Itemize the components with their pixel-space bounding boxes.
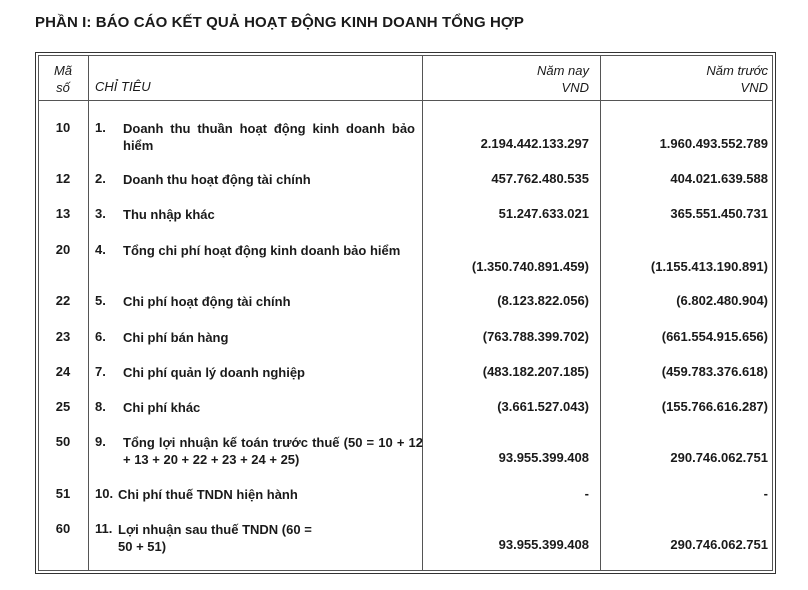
row-code: 51 <box>55 486 71 501</box>
row-label: Thu nhập khác <box>123 207 215 222</box>
row-code: 20 <box>55 242 71 257</box>
row-previous-value: - <box>763 486 768 501</box>
row-number: 4. <box>95 242 106 257</box>
row-current-value: 51.247.633.021 <box>498 206 589 221</box>
row-current-value: (763.788.399.702) <box>482 329 589 344</box>
row-number: 5. <box>95 293 106 308</box>
row-current-value: 93.955.399.408 <box>498 537 589 552</box>
row-current-value: (1.350.740.891.459) <box>471 259 589 274</box>
row-label: Tổng lợi nhuận kế toán trước thuế (50 = 10 + 12 + 13 + 20 + 22 + 23 + 24 + 25) <box>123 435 423 467</box>
header-code <box>38 62 88 96</box>
header-previous-line1: Năm trước <box>706 63 768 78</box>
row-current-value: 2.194.442.133.297 <box>480 136 589 151</box>
row-previous-value: 290.746.062.751 <box>670 537 768 552</box>
row-code: 24 <box>55 364 71 379</box>
header-previous-year <box>706 62 768 96</box>
row-current-value: 93.955.399.408 <box>498 450 589 465</box>
row-previous-value: 404.021.639.588 <box>670 171 768 186</box>
row-number: 10. <box>95 486 114 501</box>
row-code: 13 <box>55 206 71 221</box>
row-current-value: (483.182.207.185) <box>482 364 589 379</box>
row-label: Chi phí hoạt động tài chính <box>123 294 291 309</box>
row-label: Doanh thu hoạt động tài chính <box>123 172 311 187</box>
row-number: 8. <box>95 399 106 414</box>
row-label: Tổng chi phí hoạt động kinh doanh bảo hiểm <box>123 243 401 258</box>
row-previous-value: 290.746.062.751 <box>670 450 768 465</box>
row-previous-value: (6.802.480.904) <box>676 293 768 308</box>
row-code: 60 <box>55 521 71 536</box>
row-label: Chi phí bán hàng <box>123 330 229 345</box>
column-divider-current <box>600 55 601 571</box>
row-previous-value: (459.783.376.618) <box>661 364 768 379</box>
row-previous-value: (155.766.616.287) <box>661 399 768 414</box>
row-number: 9. <box>95 434 106 449</box>
header-divider <box>38 100 773 101</box>
row-previous-value: 365.551.450.731 <box>670 206 768 221</box>
row-code: 23 <box>55 329 71 344</box>
header-indicator: CHỈ TIÊU <box>95 79 151 94</box>
row-label: Chi phí thuế TNDN hiện hành <box>118 487 298 502</box>
header-code-line2: số <box>56 80 70 95</box>
page-title: PHẦN I: BÁO CÁO KẾT QUẢ HOẠT ĐỘNG KINH DOANH TỔNG HỢP <box>35 14 524 31</box>
row-current-value: (3.661.527.043) <box>497 399 589 414</box>
row-previous-value: (1.155.413.190.891) <box>650 259 768 274</box>
row-code: 50 <box>55 434 71 449</box>
header-code-line1: Mã <box>53 63 73 78</box>
row-code: 25 <box>55 399 71 414</box>
header-previous-line2: VND <box>740 80 768 95</box>
row-code: 22 <box>55 293 71 308</box>
row-label: Chi phí khác <box>123 400 201 415</box>
row-previous-value: 1.960.493.552.789 <box>659 136 768 151</box>
row-label: Lợi nhuận sau thuế TNDN (60 = 50 + 51) <box>118 522 312 554</box>
column-divider-code <box>88 55 89 571</box>
row-number: 3. <box>95 206 106 221</box>
row-number: 6. <box>95 329 106 344</box>
row-label: Doanh thu thuần hoạt động kinh doanh bảo hiểm <box>123 121 415 153</box>
row-code: 12 <box>55 171 71 186</box>
header-current-line2: VND <box>561 80 589 95</box>
row-number: 1. <box>95 120 106 135</box>
header-current-year <box>537 62 589 96</box>
row-number: 11. <box>95 521 113 536</box>
column-divider-indicator <box>422 55 423 571</box>
row-current-value: 457.762.480.535 <box>491 171 589 186</box>
row-current-value: (8.123.822.056) <box>497 293 589 308</box>
row-number: 7. <box>95 364 106 379</box>
row-current-value: - <box>584 486 589 501</box>
row-label: Chi phí quản lý doanh nghiệp <box>123 365 305 380</box>
row-number: 2. <box>95 171 106 186</box>
row-code: 10 <box>55 120 71 135</box>
row-previous-value: (661.554.915.656) <box>661 329 768 344</box>
header-current-line1: Năm nay <box>536 63 589 78</box>
